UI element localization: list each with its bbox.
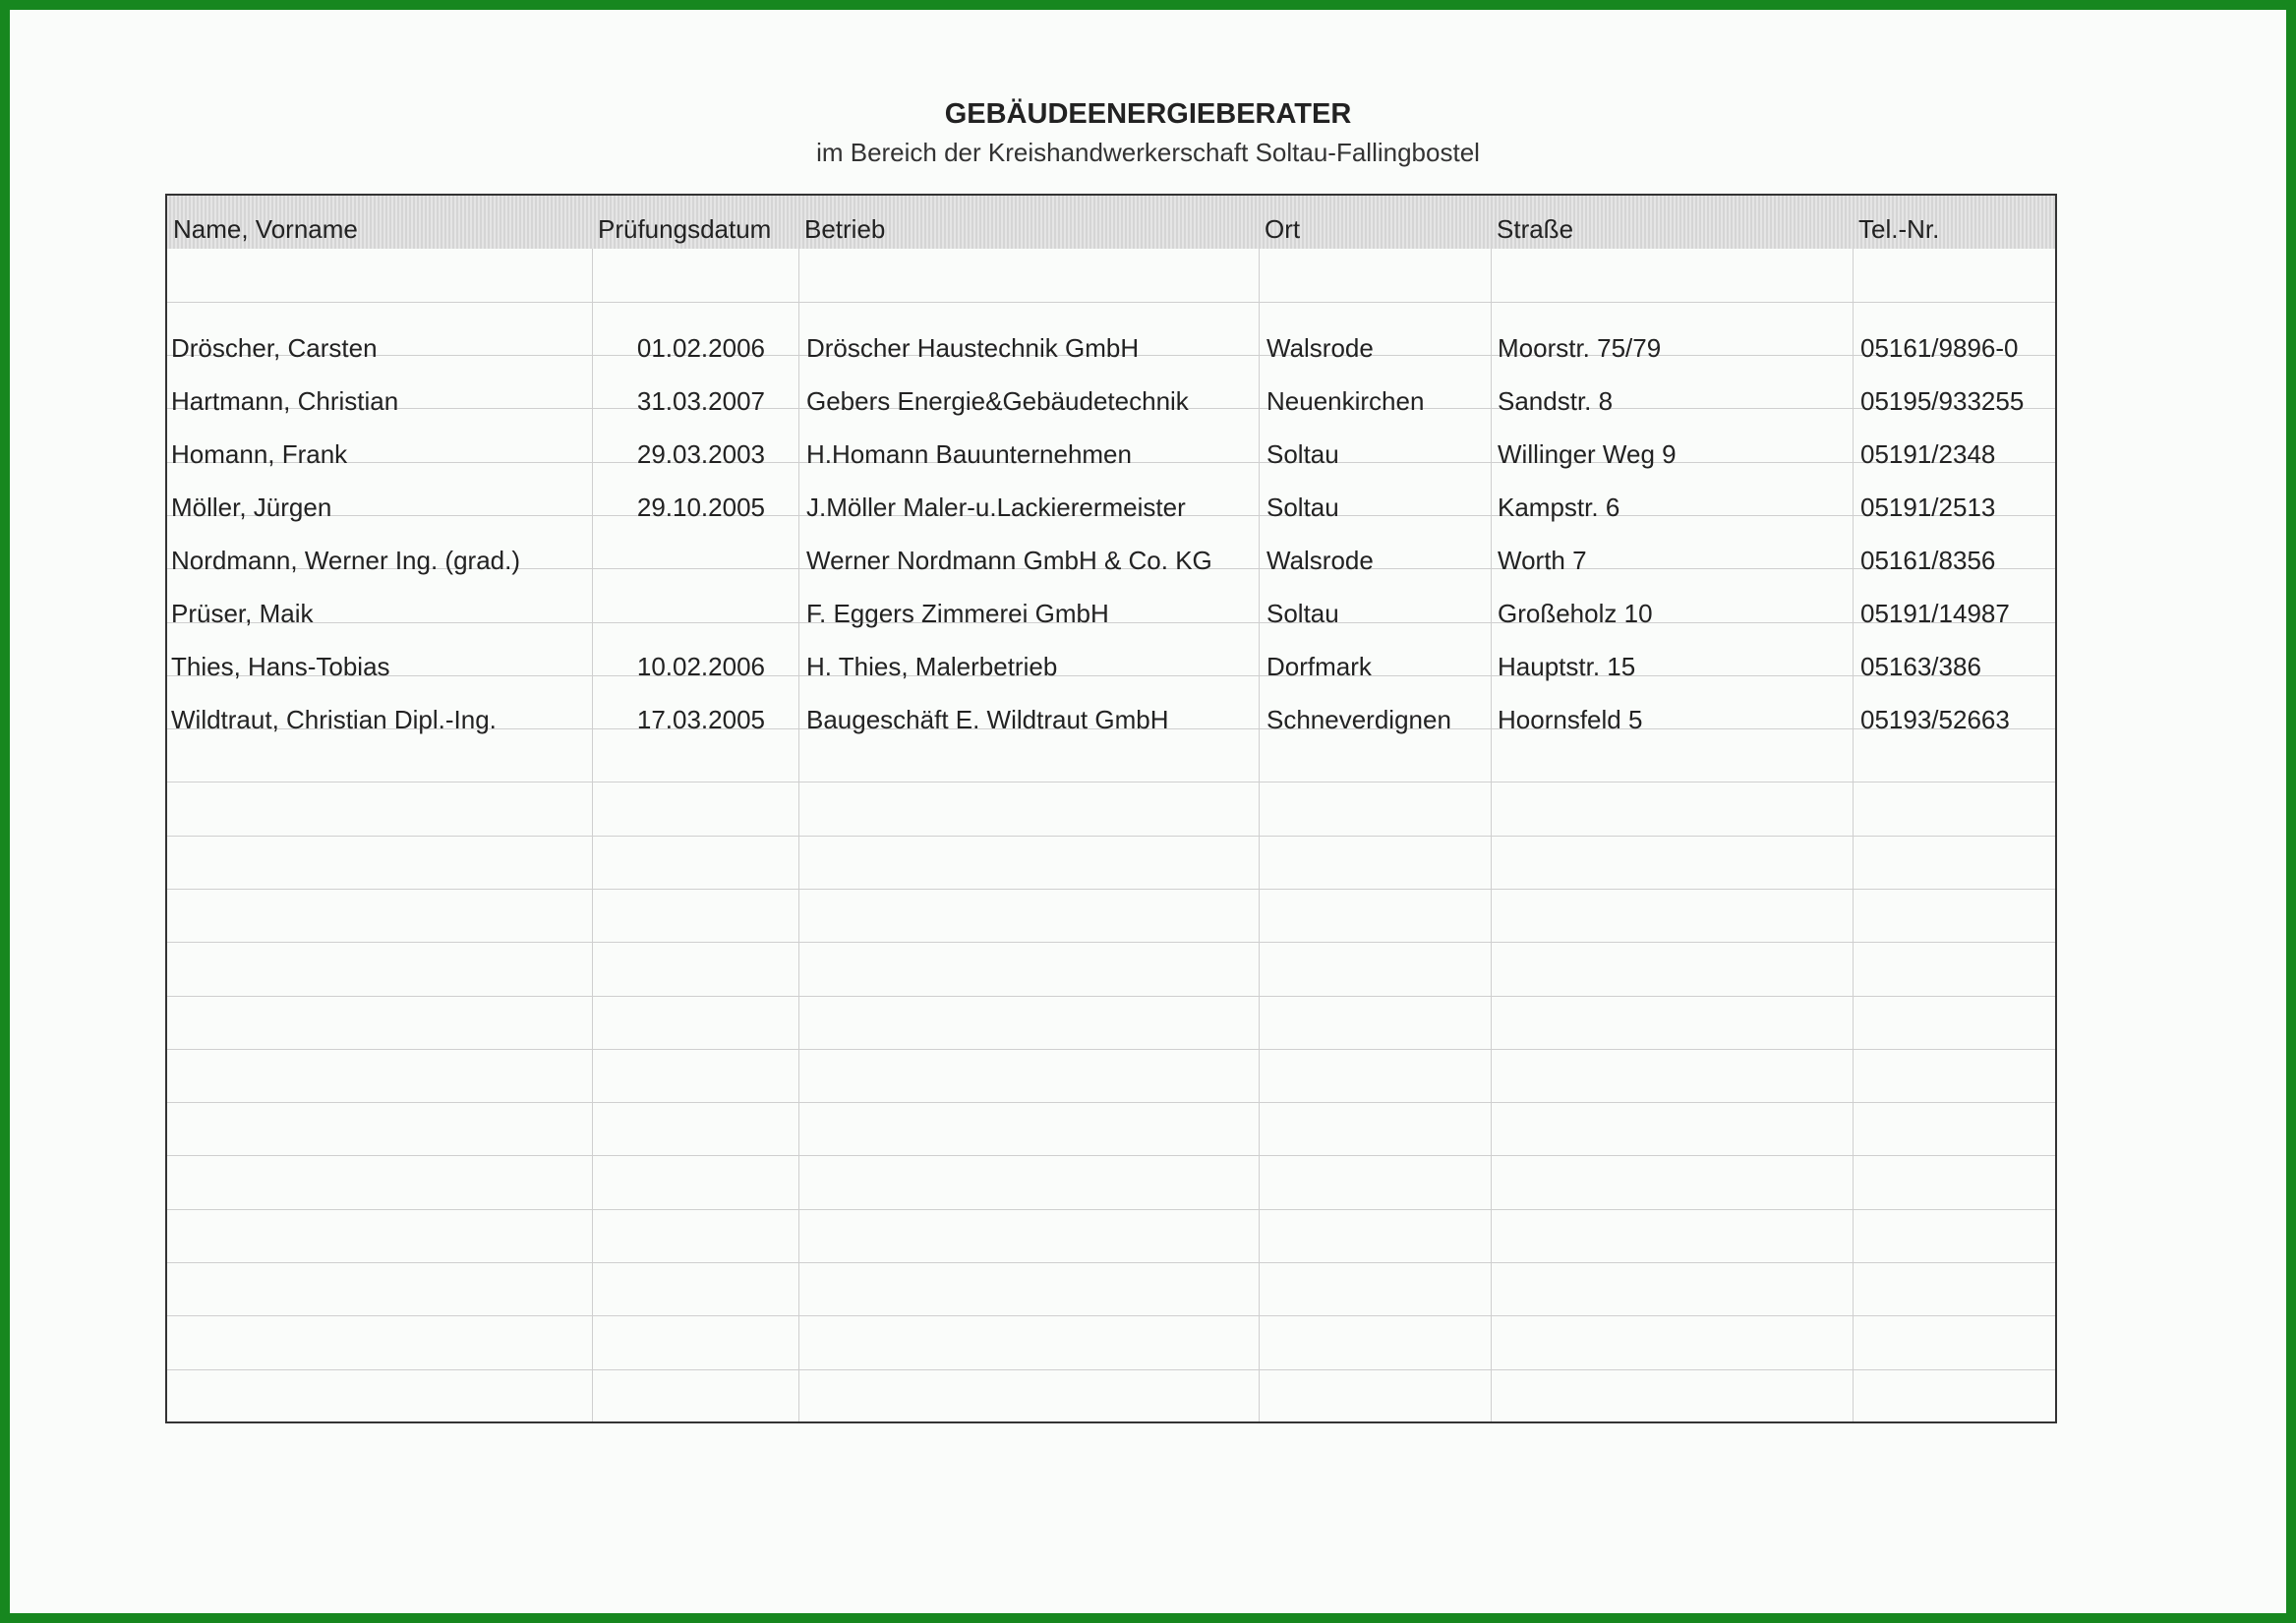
cell-name: Hartmann, Christian (171, 386, 399, 416)
cell-date: 29.03.2003 (636, 439, 765, 469)
table-row (167, 695, 2055, 748)
cell-street: Moorstr. 75/79 (1498, 333, 1662, 363)
cell-city: Soltau (1266, 439, 1339, 469)
row-divider (167, 1155, 2055, 1156)
cell-street: Hauptstr. 15 (1498, 652, 1636, 681)
header-company: Betrieb (804, 214, 886, 244)
header-date: Prüfungsdatum (598, 214, 772, 244)
cell-name: Wildtraut, Christian Dipl.-Ing. (171, 705, 497, 734)
header-city: Ort (1265, 214, 1301, 244)
cell-street: Willinger Weg 9 (1498, 439, 1677, 469)
table-row (167, 483, 2055, 536)
cell-company: H. Thies, Malerbetrieb (806, 652, 1058, 681)
cell-date: 29.10.2005 (636, 493, 765, 522)
header-name: Name, Vorname (173, 214, 358, 244)
cell-phone: 05195/933255 (1860, 386, 2025, 416)
table-row (167, 642, 2055, 695)
cell-city: Walsrode (1266, 333, 1374, 363)
cell-city: Soltau (1266, 599, 1339, 628)
advisor-table (165, 194, 2057, 1423)
cell-name: Nordmann, Werner Ing. (grad.) (171, 546, 520, 575)
row-divider (167, 1262, 2055, 1263)
table-row (167, 323, 2055, 377)
cell-name: Thies, Hans-Tobias (171, 652, 390, 681)
cell-street: Hoornsfeld 5 (1498, 705, 1643, 734)
cell-company: J.Möller Maler-u.Lackierermeister (806, 493, 1186, 522)
row-divider (167, 302, 2055, 303)
cell-company: H.Homann Bauunternehmen (806, 439, 1132, 469)
cell-company: Werner Nordmann GmbH & Co. KG (806, 546, 1212, 575)
cell-date: 17.03.2005 (636, 705, 765, 734)
cell-company: Baugeschäft E. Wildtraut GmbH (806, 705, 1169, 734)
cell-city: Soltau (1266, 493, 1339, 522)
cell-date: 01.02.2006 (636, 333, 765, 363)
row-divider (167, 1315, 2055, 1316)
document-subtitle: im Bereich der Kreishandwerkerschaft Soltau-Fallingbostel (816, 138, 1480, 167)
header-street: Straße (1497, 214, 1574, 244)
cell-date: 10.02.2006 (636, 652, 765, 681)
document-title: GEBÄUDEENERGIEBERATER (944, 98, 1352, 130)
cell-name: Prüser, Maik (171, 599, 314, 628)
cell-street: Sandstr. 8 (1498, 386, 1614, 416)
row-divider (167, 782, 2055, 783)
cell-phone: 05161/8356 (1860, 546, 1996, 575)
row-divider (167, 836, 2055, 837)
cell-phone: 05163/386 (1860, 652, 1981, 681)
cell-company: Dröscher Haustechnik GmbH (806, 333, 1140, 363)
row-divider (167, 1369, 2055, 1370)
cell-phone: 05191/14987 (1860, 599, 2010, 628)
cell-city: Schneverdignen (1266, 705, 1451, 734)
row-divider (167, 889, 2055, 890)
table-row (167, 377, 2055, 430)
cell-date: 31.03.2007 (636, 386, 765, 416)
cell-street: Worth 7 (1498, 546, 1587, 575)
cell-phone: 05191/2513 (1860, 493, 1996, 522)
cell-company: Gebers Energie&Gebäudetechnik (806, 386, 1189, 416)
table-row (167, 589, 2055, 642)
row-divider (167, 1209, 2055, 1210)
cell-city: Walsrode (1266, 546, 1374, 575)
row-divider (167, 1102, 2055, 1103)
cell-name: Möller, Jürgen (171, 493, 332, 522)
cell-street: Großeholz 10 (1498, 599, 1653, 628)
cell-phone: 05161/9896-0 (1860, 333, 2019, 363)
row-divider (167, 1049, 2055, 1050)
row-divider (167, 942, 2055, 943)
cell-name: Dröscher, Carsten (171, 333, 378, 363)
table-row (167, 536, 2055, 589)
cell-company: F. Eggers Zimmerei GmbH (806, 599, 1109, 628)
cell-phone: 05191/2348 (1860, 439, 1996, 469)
header-phone: Tel.-Nr. (1858, 214, 1940, 244)
cell-name: Homann, Frank (171, 439, 348, 469)
cell-street: Kampstr. 6 (1498, 493, 1620, 522)
table-header (167, 196, 2055, 249)
cell-city: Neuenkirchen (1266, 386, 1425, 416)
cell-phone: 05193/52663 (1860, 705, 2010, 734)
cell-city: Dorfmark (1266, 652, 1372, 681)
row-divider (167, 996, 2055, 997)
table-row (167, 430, 2055, 483)
